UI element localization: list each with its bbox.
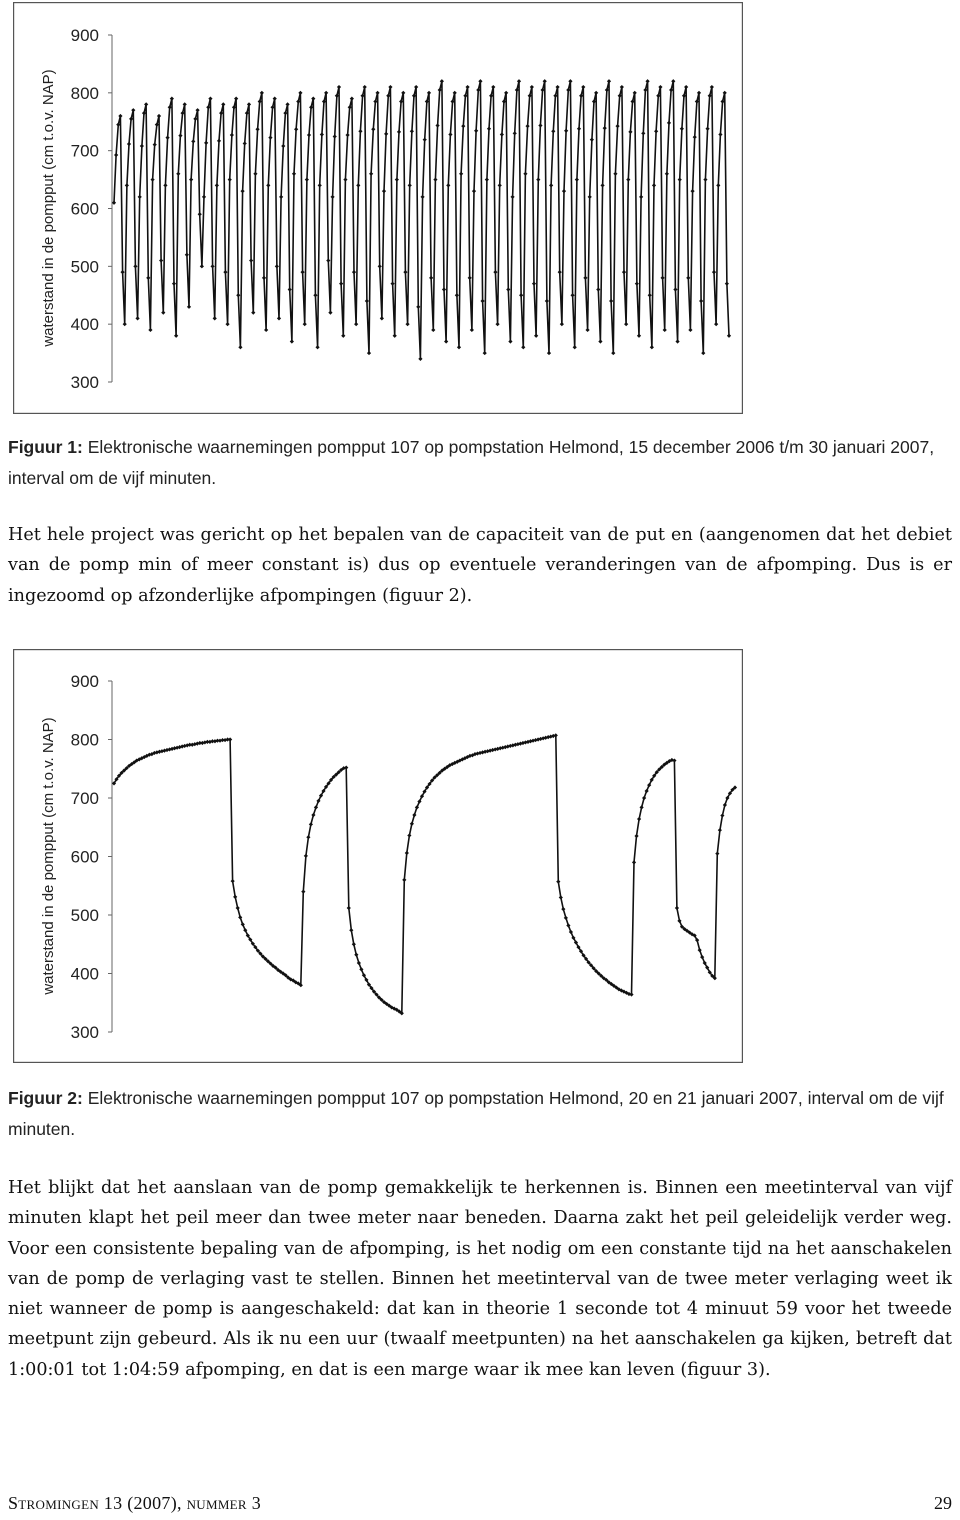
figure-2-svg [13, 649, 743, 1063]
figure-2-ytick-label: 600 [70, 847, 99, 867]
figure-2-ytick-label: 400 [70, 964, 99, 984]
figure-1-caption-text: Elektronische waarnemingen pompput 107 op pompstation Helmond, 15 december 2006 t/m 30 januari 2007, interval om de vijf minuten. [8, 437, 935, 488]
figure-1-ytick-label: 600 [70, 199, 99, 219]
figure-1-svg [13, 2, 743, 414]
figure-1-caption-label: Figuur 1: [8, 437, 83, 457]
figure-2-ytick-label: 500 [70, 906, 99, 925]
figure-1-ytick-label: 900 [70, 26, 99, 45]
figure-2-caption-text: Elektronische waarnemingen pompput 107 op pompstation Helmond, 20 en 21 januari 2007, interval om de vijf minuten. [8, 1088, 944, 1139]
figure-2-ytick-label: 900 [70, 672, 99, 691]
journal-reference: Stromingen 13 (2007), nummer 3 [8, 1493, 261, 1513]
figure-2-caption-label: Figuur 2: [8, 1088, 83, 1108]
figure-2-ytick-label: 300 [70, 1023, 99, 1042]
figure-1-ytick-label: 500 [70, 257, 99, 277]
page-number: 29 [934, 1493, 952, 1513]
figure-2-ytick-label: 700 [70, 789, 99, 808]
figure-1-ytick-label: 400 [70, 315, 99, 335]
figure-1-ylabel: waterstand in de pompput (cm t.o.v. NAP) [40, 69, 57, 347]
page-footer [8, 1493, 952, 1514]
figure-2-ytick-label: 800 [70, 730, 99, 750]
figure-1-border [14, 3, 743, 414]
paragraph-2-text: Het blijkt dat het aanslaan van de pomp gemakkelijk te herkennen is. Binnen een meetinterval van vijf minuten klapt het peil meer dan twee meter naar beneden. Daarna zakt het peil geleidelijk verder weg. Voor een consistente bepaling van de afpomping, is het nodig om een constante tijd na het aanschakelen van de pomp de verlaging vast te stellen. Binnen het meetinterval van de twee meter verlaging weet ik niet wanneer de pomp is aangeschakeld: dat kan in theorie 1 seconde tot 4 minuut 59 voor het tweede meetpunt zijn gebeurd. Als ik nu een uur (twaalf meetpunten) na het aanschakelen ga kijken, betreft dat 1:00:01 tot 1:04:59 afpomping, en dat is een marge waar ik mee kan leven (figuur 3). [8, 1178, 952, 1380]
figure-1-ytick-label: 800 [70, 83, 99, 103]
figure-2-border [14, 650, 743, 1063]
figure-1-ytick-label: 300 [70, 373, 99, 392]
paragraph-1 [8, 520, 952, 611]
paragraph-2 [8, 1173, 952, 1385]
paragraph-1-text: Het hele project was gericht op het bepalen van de capaciteit van de put en (aangenomen dat het debiet van de pomp min of meer constant is) dus op eventuele veranderingen van de afpomping. Dus is er ingezoomd op afzonderlijke afpompingen (figuur 2). [8, 525, 952, 606]
figure-2-chart [13, 649, 743, 1063]
figure-2-caption [8, 1083, 953, 1145]
figure-2-ylabel: waterstand in de pompput (cm t.o.v. NAP) [40, 717, 57, 995]
figure-1-caption [8, 432, 953, 494]
figure-1-chart [13, 2, 743, 414]
figure-1-ytick-label: 700 [70, 141, 99, 161]
